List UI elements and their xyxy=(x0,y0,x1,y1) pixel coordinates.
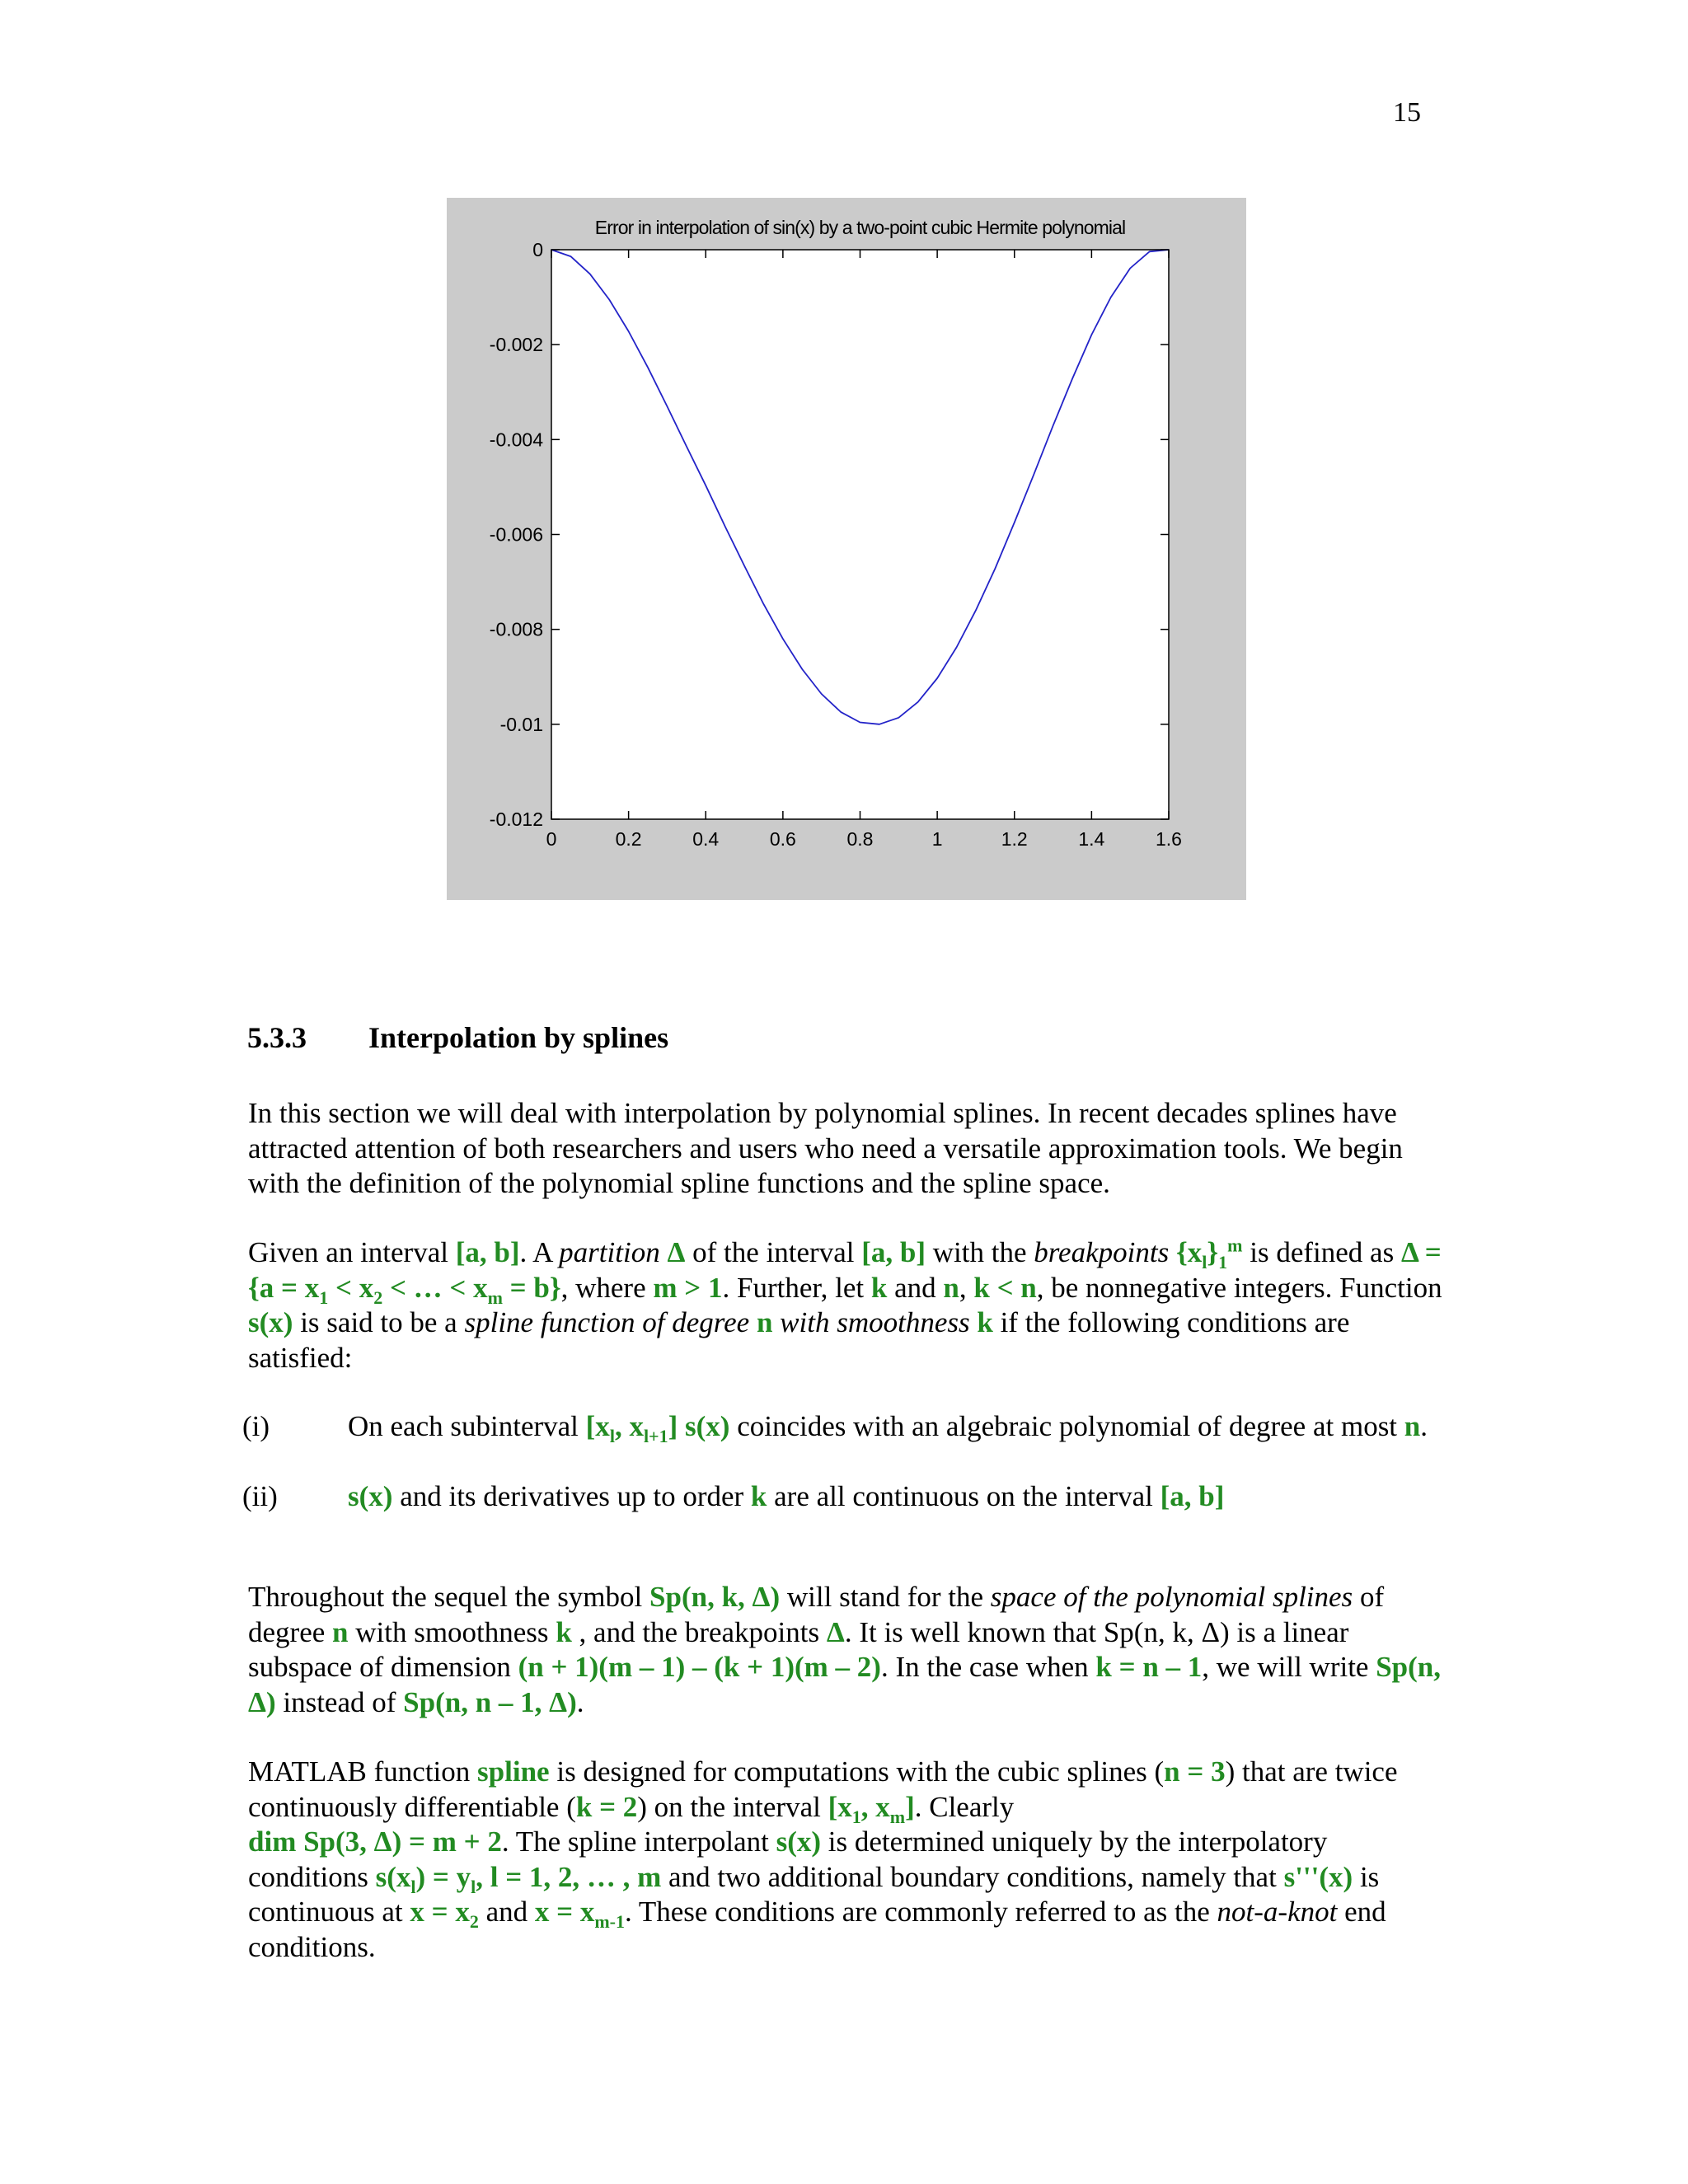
y-tick-label: -0.008 xyxy=(489,618,543,640)
plot-area xyxy=(551,250,1169,819)
x-tick-label: 0.6 xyxy=(769,828,796,850)
y-tick-label: -0.01 xyxy=(499,713,543,735)
error-plot xyxy=(447,198,1246,900)
x-tick-label: 1.4 xyxy=(1078,828,1105,850)
list-marker: (ii) xyxy=(242,1480,278,1512)
x-tick-label: 0.4 xyxy=(692,828,720,850)
x-tick-label: 1 xyxy=(931,828,943,850)
list-item-body: s(x) and its derivatives up to order k are all continuous on the interval [a, b] xyxy=(348,1480,1225,1512)
list-item-body: On each subinterval [$x_l$, $x_{l+1}$] s(x) coincides with an algebraic polynomial of degree at most n. xyxy=(348,1410,1428,1446)
y-tick-label: -0.006 xyxy=(489,523,543,546)
paragraph-intro: In this section we will deal with interpolation by polynomial splines. In recent decades splines have attracted attention of both researchers and users who need a versatile approximation tools. We begin with the definition of the polynomial spline functions and the spline space. xyxy=(248,1097,1403,1199)
y-tick-label: -0.004 xyxy=(489,429,543,451)
y-tick-label: -0.012 xyxy=(489,808,543,830)
section-title: Interpolation by splines xyxy=(368,1021,669,1054)
list-marker: (i) xyxy=(242,1410,270,1442)
y-tick-label: -0.002 xyxy=(489,334,543,356)
x-tick-label: 1.2 xyxy=(1001,828,1028,850)
x-tick-label: 0.8 xyxy=(846,828,874,850)
x-tick-label: 0 xyxy=(546,828,557,850)
section-number: 5.3.3 xyxy=(247,1021,307,1054)
y-tick-label: 0 xyxy=(532,239,543,260)
section-heading xyxy=(247,1020,668,1055)
figure xyxy=(447,198,1246,900)
page-number: 15 xyxy=(1393,97,1421,128)
x-tick-label: 1.6 xyxy=(1156,828,1182,850)
paragraph-definition: Given an interval [a, b]. A partition Δ of the interval [a, b] with the breakpoints $\{x_l\}_1^m$ is defined as $\Delta = \{a = x_1 < x_2$ < … < $x_m = b$}, where m > 1. Further, let k and n, k < n, be nonnegative integers. Function s(x) is said to be a spline function of degree n with smoothness k if the following conditions are satisfied: xyxy=(248,1235,1442,1374)
paragraph-spline-space: Throughout the sequel the symbol Sp(n, k, Δ) will stand for the space of the polynomial splines of degree n with smoothness k , and the breakpoints Δ. It is well known that Sp(n, k, Δ) is a linear subspace of dimension (n + 1)(m – 1) – (k + 1)(m – 2). In the case when k = n – 1, we will write Sp(n, Δ) instead of Sp(n, n – 1, Δ). xyxy=(248,1581,1442,1718)
paragraph-matlab-spline: MATLAB function spline is designed for computations with the cubic splines (n = 3) that are twice continuously differentiable (k = 2) on the interval [$x_1$, $x_m$]. Clearly dim Sp(3, Δ) = m + 2. The spline interpolant s(x) is determined uniquely by the interpolatory conditions $s(x_l) = y_l$, l = 1, 2, … , m and two additional boundary conditions, namely that s'''(x) is continuous at $x = x_2$ and $x = x_{m-1}$. These conditions are commonly referred to as the not-a-knot end conditions. xyxy=(248,1755,1398,1963)
chart-title: Error in interpolation of sin(x) by a two-point cubic Hermite polynomial xyxy=(594,217,1126,238)
x-tick-label: 0.2 xyxy=(615,828,642,850)
